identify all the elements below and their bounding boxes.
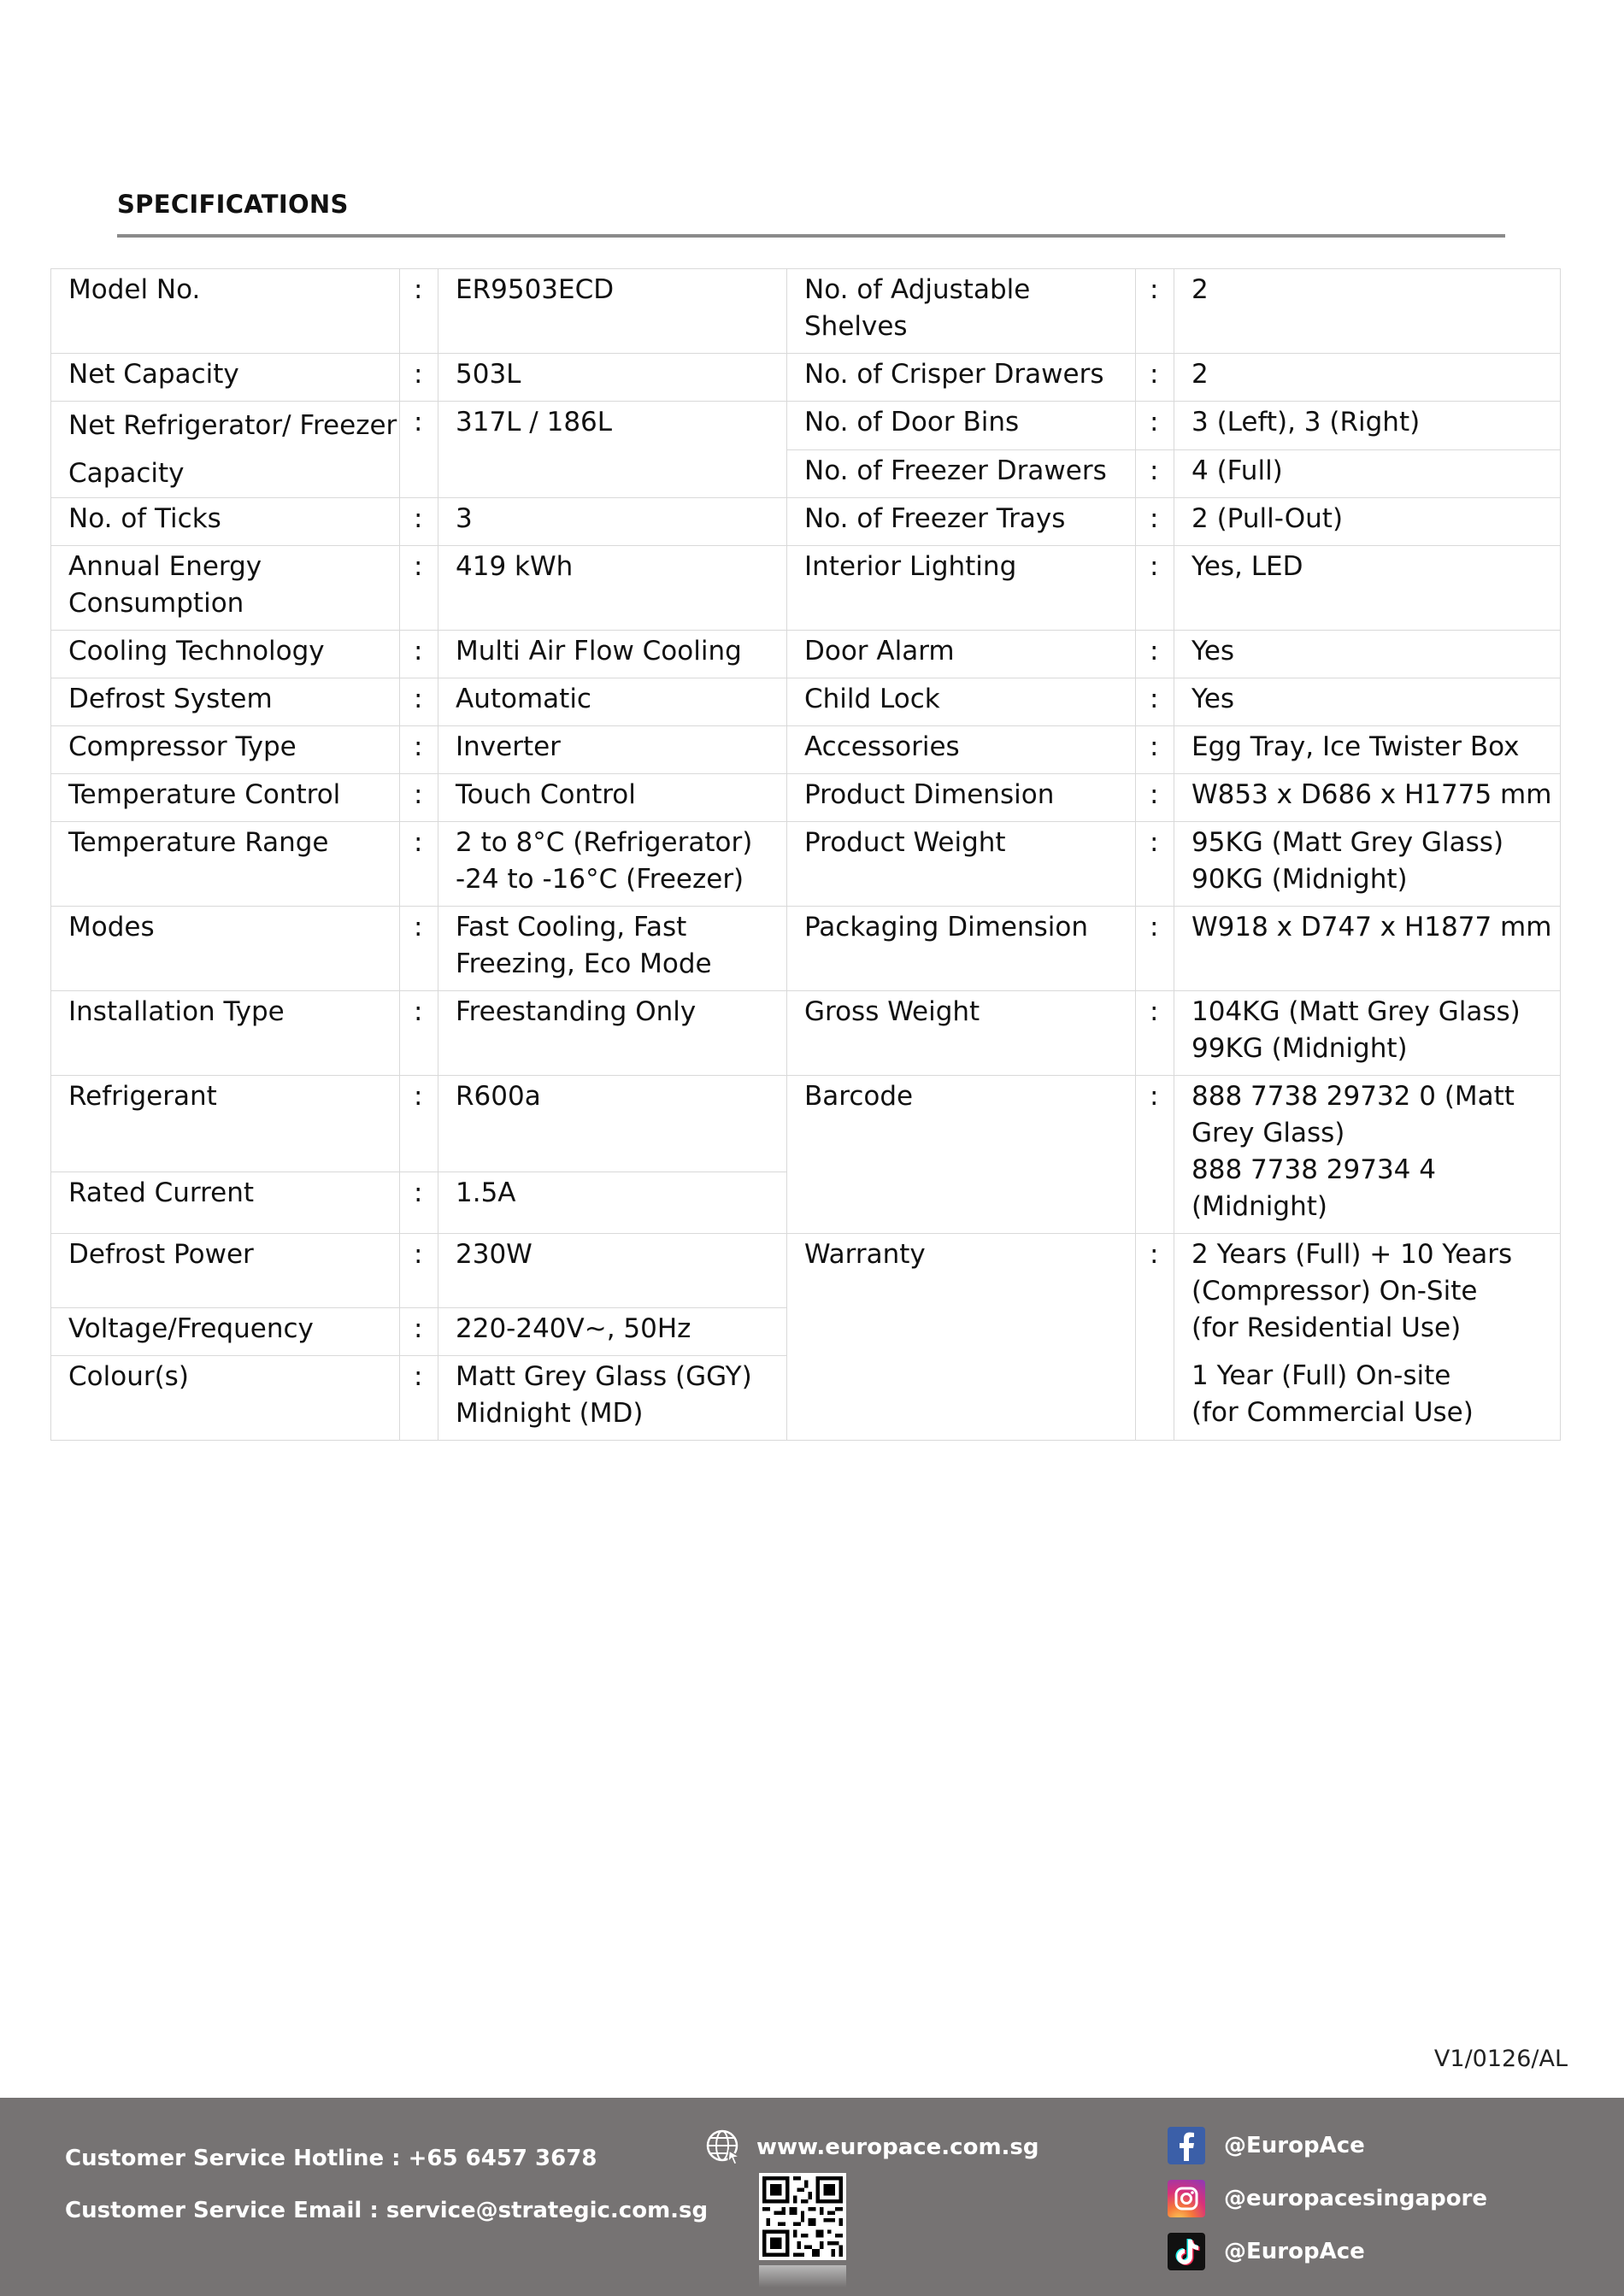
- spec-value: [1174, 822, 1561, 907]
- spec-label: Voltage/Frequency: [51, 1308, 400, 1356]
- spec-value-line: 104KG (Matt Grey Glass): [1192, 996, 1521, 1027]
- spec-row: [51, 1234, 1561, 1308]
- spec-value-line: Fast Cooling, Fast: [456, 912, 687, 942]
- spec-label: Rated Current: [51, 1171, 400, 1233]
- instagram-link[interactable]: [1168, 2180, 1487, 2217]
- tiktok-icon: [1168, 2233, 1205, 2270]
- spec-value-line: 317L / 186L: [456, 407, 613, 437]
- facebook-icon: [1168, 2127, 1205, 2164]
- spec-label: Refrigerant: [51, 1076, 400, 1172]
- spec-value-line: Multi Air Flow Cooling: [456, 636, 742, 666]
- spec-separator: :: [1136, 631, 1174, 678]
- spec-value: [438, 498, 787, 546]
- spec-label: Gross Weight: [787, 991, 1136, 1076]
- spec-separator: :: [400, 631, 438, 678]
- spec-label: Annual Energy Consumption: [51, 546, 400, 631]
- spec-value-line: 4 (Full): [1192, 455, 1283, 486]
- spec-value: [1174, 1076, 1561, 1234]
- spec-separator: :: [400, 678, 438, 726]
- spec-value-line: 95KG (Matt Grey Glass): [1192, 827, 1504, 858]
- spec-label: Defrost System: [51, 678, 400, 726]
- spec-separator: :: [1136, 678, 1174, 726]
- spec-row: [51, 678, 1561, 726]
- specifications-table: [50, 268, 1561, 1441]
- globe-icon: [705, 2129, 743, 2166]
- spec-value-line: Freezing, Eco Mode: [456, 948, 712, 979]
- spec-label: Accessories: [787, 726, 1136, 774]
- spec-separator: :: [400, 726, 438, 774]
- spec-label: Cooling Technology: [51, 631, 400, 678]
- spec-value-line: -24 to -16°C (Freezer): [456, 864, 744, 895]
- spec-label: Product Weight: [787, 822, 1136, 907]
- spec-value: [438, 678, 787, 726]
- spec-value-line: R600a: [456, 1081, 541, 1112]
- spec-row: [51, 354, 1561, 402]
- spec-row: [51, 822, 1561, 907]
- spec-value-line: 230W: [456, 1239, 533, 1270]
- spec-value: [438, 774, 787, 822]
- section-heading: SPECIFICATIONS: [117, 190, 349, 219]
- spec-label: No. of Door Bins: [787, 402, 1136, 450]
- spec-value: [438, 907, 787, 991]
- spec-value: [1174, 774, 1561, 822]
- spec-label-line: Net Refrigerator/ Freezer: [68, 410, 397, 441]
- spec-value-line: 2 to 8°C (Refrigerator): [456, 827, 753, 858]
- spec-label: Model No.: [51, 269, 400, 354]
- spec-value-line: Automatic: [456, 684, 591, 714]
- spec-separator: :: [400, 907, 438, 991]
- spec-value: [1174, 498, 1561, 546]
- spec-value: [1174, 1234, 1561, 1441]
- spec-value: [1174, 726, 1561, 774]
- spec-separator: :: [1136, 546, 1174, 631]
- spec-separator: :: [1136, 991, 1174, 1076]
- spec-row: [51, 546, 1561, 631]
- spec-separator: :: [1136, 774, 1174, 822]
- spec-separator: :: [400, 1171, 438, 1233]
- spec-row: [51, 991, 1561, 1076]
- spec-value: [1174, 631, 1561, 678]
- spec-value-line: 90KG (Midnight): [1192, 864, 1408, 895]
- spec-label: Net Capacity: [51, 354, 400, 402]
- spec-value: [438, 1076, 787, 1172]
- spec-value-line: Matt Grey Glass (GGY): [456, 1361, 752, 1392]
- spec-label: Temperature Range: [51, 822, 400, 907]
- spec-value-line: (for Commercial Use): [1192, 1397, 1474, 1428]
- spec-label: No. of Crisper Drawers: [787, 354, 1136, 402]
- spec-label: No. of Ticks: [51, 498, 400, 546]
- spec-label: Modes: [51, 907, 400, 991]
- spec-value-line: ER9503ECD: [456, 274, 615, 305]
- spec-value: [438, 991, 787, 1076]
- spec-label-line: Capacity: [68, 458, 185, 489]
- spec-value-line: Yes: [1192, 636, 1235, 666]
- footer: [0, 2098, 1624, 2296]
- spec-separator: :: [400, 498, 438, 546]
- spec-separator: :: [1136, 498, 1174, 546]
- spec-value-line: Yes: [1192, 684, 1235, 714]
- qr-code-icon: [759, 2173, 846, 2260]
- spec-label: No. of Adjustable Shelves: [787, 269, 1136, 354]
- spec-separator: :: [1136, 1076, 1174, 1234]
- spec-value-line: Freestanding Only: [456, 996, 697, 1027]
- facebook-handle: @EuropAce: [1224, 2133, 1365, 2158]
- spec-value: [438, 631, 787, 678]
- spec-label: No. of Freezer Drawers: [787, 449, 1136, 498]
- website-label: www.europace.com.sg: [756, 2135, 1039, 2160]
- spec-label: [51, 402, 400, 498]
- spec-label: Interior Lighting: [787, 546, 1136, 631]
- spec-value: [438, 822, 787, 907]
- spec-row: [51, 631, 1561, 678]
- spec-separator: :: [1136, 402, 1174, 450]
- spec-value-line: Touch Control: [456, 779, 636, 810]
- spec-label: Packaging Dimension: [787, 907, 1136, 991]
- spec-value-line: 2: [1192, 359, 1209, 390]
- spec-separator: :: [1136, 354, 1174, 402]
- spec-value-line: 3: [456, 503, 473, 534]
- spec-value: [438, 546, 787, 631]
- spec-row: [51, 402, 1561, 450]
- spec-value: [438, 1356, 787, 1441]
- spec-value: [438, 726, 787, 774]
- spec-value-line: 1 Year (Full) On-site: [1192, 1360, 1451, 1391]
- spec-value: [1174, 269, 1561, 354]
- spec-row: [51, 726, 1561, 774]
- spec-separator: :: [400, 1076, 438, 1172]
- spec-row: [51, 774, 1561, 822]
- spec-value: [1174, 402, 1561, 450]
- spec-value-line: Inverter: [456, 731, 561, 762]
- spec-separator: :: [400, 546, 438, 631]
- instagram-icon: [1168, 2180, 1205, 2217]
- spec-label: Barcode: [787, 1076, 1136, 1234]
- qr-reflection: [759, 2265, 846, 2287]
- spec-value: [438, 1308, 787, 1356]
- line-gap: [1192, 1347, 1560, 1358]
- spec-label: Warranty: [787, 1234, 1136, 1441]
- spec-separator: :: [1136, 1234, 1174, 1441]
- spec-value: [1174, 907, 1561, 991]
- spec-value: [438, 1171, 787, 1233]
- tiktok-link[interactable]: [1168, 2233, 1365, 2270]
- spec-value: [1174, 449, 1561, 498]
- spec-value-line: 2: [1192, 274, 1209, 305]
- spec-value: [438, 402, 787, 498]
- spec-value-line: (Compressor) On-Site: [1192, 1276, 1478, 1307]
- spec-value-line: 99KG (Midnight): [1192, 1033, 1408, 1064]
- spec-label: Compressor Type: [51, 726, 400, 774]
- email-text: Customer Service Email : service@strategic.com.sg: [65, 2198, 709, 2223]
- spec-label: No. of Freezer Trays: [787, 498, 1136, 546]
- spec-separator: :: [1136, 269, 1174, 354]
- spec-value-line: Yes, LED: [1192, 551, 1303, 582]
- spec-value-line: W918 x D747 x H1877 mm: [1192, 912, 1552, 942]
- spec-row: [51, 907, 1561, 991]
- spec-row: [51, 1076, 1561, 1172]
- spec-row: [51, 269, 1561, 354]
- version-code: V1/0126/AL: [1433, 2046, 1568, 2072]
- spec-value-line: 1.5A: [456, 1177, 516, 1208]
- spec-separator: :: [400, 991, 438, 1076]
- heading-divider: [117, 234, 1505, 238]
- website-link[interactable]: [705, 2129, 1039, 2166]
- spec-separator: :: [400, 354, 438, 402]
- spec-value-line: Midnight (MD): [456, 1398, 644, 1429]
- spec-value-line: 2 Years (Full) + 10 Years: [1192, 1239, 1513, 1270]
- spec-separator: :: [400, 1356, 438, 1441]
- spec-value: [1174, 354, 1561, 402]
- spec-separator: :: [1136, 822, 1174, 907]
- spec-separator: :: [400, 1308, 438, 1356]
- spec-value-line: (for Residential Use): [1192, 1312, 1462, 1343]
- spec-value: [1174, 991, 1561, 1076]
- spec-separator: :: [400, 402, 438, 498]
- spec-value-line: Grey Glass): [1192, 1118, 1345, 1148]
- spec-value: [438, 269, 787, 354]
- spec-label: Door Alarm: [787, 631, 1136, 678]
- spec-value-line: Egg Tray, Ice Twister Box: [1192, 731, 1520, 762]
- spec-separator: :: [400, 774, 438, 822]
- spec-separator: :: [1136, 726, 1174, 774]
- spec-value-line: 503L: [456, 359, 521, 390]
- facebook-link[interactable]: [1168, 2127, 1365, 2164]
- spec-value: [438, 1234, 787, 1308]
- spec-value-line: 888 7738 29732 0 (Matt: [1192, 1081, 1515, 1112]
- spec-label: Colour(s): [51, 1356, 400, 1441]
- tiktok-handle: @EuropAce: [1224, 2239, 1365, 2264]
- spec-value-line: 419 kWh: [456, 551, 574, 582]
- hotline-text: Customer Service Hotline : +65 6457 3678: [65, 2146, 597, 2171]
- spec-label: Installation Type: [51, 991, 400, 1076]
- spec-value-line: W853 x D686 x H1775 mm: [1192, 779, 1552, 810]
- spec-label: Child Lock: [787, 678, 1136, 726]
- spec-row: [51, 498, 1561, 546]
- spec-value: [1174, 546, 1561, 631]
- spec-value-line: 3 (Left), 3 (Right): [1192, 407, 1421, 437]
- spec-value-line: 2 (Pull-Out): [1192, 503, 1344, 534]
- spec-separator: :: [1136, 449, 1174, 498]
- spec-separator: :: [400, 269, 438, 354]
- spec-separator: :: [400, 822, 438, 907]
- spec-label: Temperature Control: [51, 774, 400, 822]
- spec-label: Product Dimension: [787, 774, 1136, 822]
- spec-label: Defrost Power: [51, 1234, 400, 1308]
- spec-value: [438, 354, 787, 402]
- spec-value-line: 220-240V~, 50Hz: [456, 1313, 691, 1344]
- spec-value-line: 888 7738 29734 4 (Midnight): [1192, 1154, 1436, 1222]
- spec-separator: :: [400, 1234, 438, 1308]
- spec-value: [1174, 678, 1561, 726]
- instagram-handle: @europacesingapore: [1224, 2186, 1488, 2211]
- spec-separator: :: [1136, 907, 1174, 991]
